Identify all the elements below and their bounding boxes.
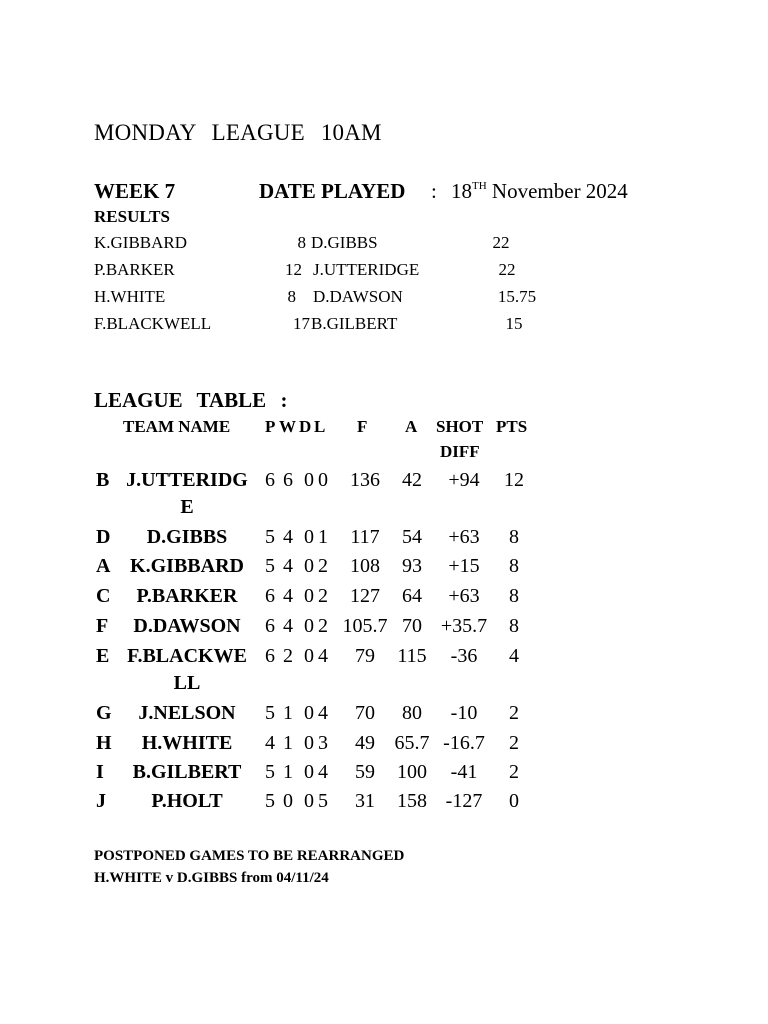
header-w: W <box>279 417 296 436</box>
cell-l: 4 <box>318 645 328 667</box>
team-name-continued: E <box>180 496 194 518</box>
cell-d: 0 <box>304 585 314 607</box>
header-shot: SHOT <box>436 417 484 436</box>
cell-pts: 8 <box>509 585 519 607</box>
result-player1: H.WHITE <box>94 287 166 306</box>
cell-diff: +15 <box>448 555 480 577</box>
cell-p: 6 <box>265 469 275 491</box>
cell-pts: 8 <box>509 526 519 548</box>
cell-f: 59 <box>355 761 375 783</box>
cell-diff: -10 <box>450 702 478 724</box>
header-p: P <box>265 417 276 436</box>
cell-pts: 8 <box>509 615 519 637</box>
cell-f: 136 <box>350 469 380 491</box>
result-score1: 12 <box>285 260 302 279</box>
cell-l: 2 <box>318 615 328 637</box>
cell-w: 4 <box>283 585 293 607</box>
cell-pts: 2 <box>509 732 519 754</box>
cell-f: 105.7 <box>342 615 388 637</box>
cell-l: 2 <box>318 555 328 577</box>
cell-diff: -36 <box>450 645 478 667</box>
cell-l: 3 <box>318 732 328 754</box>
team-position: G <box>96 702 112 724</box>
team-position: B <box>96 469 110 491</box>
cell-p: 5 <box>265 702 275 724</box>
date-day: 18 <box>451 179 472 203</box>
result-score1: 8 <box>287 287 296 306</box>
cell-f: 79 <box>355 645 375 667</box>
team-name: J.NELSON <box>138 702 236 724</box>
cell-d: 0 <box>304 761 314 783</box>
team-name-continued: LL <box>173 672 201 694</box>
header-pts: PTS <box>496 417 528 436</box>
team-name: J.UTTERIDG <box>126 469 248 491</box>
team-position: J <box>96 790 106 812</box>
cell-diff: -127 <box>445 790 483 812</box>
cell-w: 4 <box>283 555 293 577</box>
cell-a: 70 <box>402 615 422 637</box>
date-suffix: TH <box>472 180 487 192</box>
cell-p: 6 <box>265 615 275 637</box>
team-name: D.GIBBS <box>146 526 228 548</box>
cell-diff: -16.7 <box>443 732 485 754</box>
cell-a: 93 <box>402 555 422 577</box>
cell-pts: 8 <box>509 555 519 577</box>
header-d: D <box>299 417 312 436</box>
cell-w: 1 <box>283 732 293 754</box>
team-name: P.BARKER <box>136 585 238 607</box>
header-diff: DIFF <box>440 442 480 461</box>
result-score2: 15.75 <box>497 287 537 306</box>
result-score2: 15 <box>505 314 523 333</box>
team-name: K.GIBBARD <box>130 555 244 577</box>
postponed-game: H.WHITE v D.GIBBS from 04/11/24 <box>94 870 329 886</box>
page-title: MONDAY LEAGUE 10AM <box>94 120 382 145</box>
cell-d: 0 <box>304 555 314 577</box>
team-position: F <box>96 615 109 637</box>
cell-d: 0 <box>304 790 314 812</box>
postponed-heading: POSTPONED GAMES TO BE REARRANGED <box>94 848 405 864</box>
cell-w: 0 <box>283 790 293 812</box>
cell-l: 4 <box>318 702 328 724</box>
cell-pts: 0 <box>509 790 519 812</box>
cell-p: 6 <box>265 645 275 667</box>
cell-a: 115 <box>397 645 427 667</box>
team-name: P.HOLT <box>151 790 223 812</box>
cell-a: 54 <box>402 526 422 548</box>
cell-w: 6 <box>283 469 293 491</box>
cell-diff: -41 <box>450 761 478 783</box>
cell-pts: 4 <box>509 645 519 667</box>
result-player1: F.BLACKWELL <box>94 314 212 333</box>
cell-p: 4 <box>265 732 275 754</box>
date-played-value <box>451 179 628 204</box>
cell-w: 1 <box>283 761 293 783</box>
header-a: A <box>405 417 418 436</box>
cell-pts: 2 <box>509 761 519 783</box>
result-score1: 17 <box>293 314 310 333</box>
result-player2: D.GIBBS <box>311 233 378 252</box>
result-player2: J.UTTERIDGE <box>313 260 420 279</box>
result-score1: 8 <box>297 233 306 252</box>
team-name: B.GILBERT <box>132 761 242 783</box>
result-player1: K.GIBBARD <box>94 233 188 252</box>
cell-a: 100 <box>397 761 427 783</box>
team-position: H <box>96 732 112 754</box>
cell-l: 4 <box>318 761 328 783</box>
cell-pts: 12 <box>504 469 524 491</box>
week-label: WEEK 7 <box>94 179 176 203</box>
header-f: F <box>357 417 368 436</box>
cell-l: 1 <box>318 526 328 548</box>
cell-d: 0 <box>304 469 314 491</box>
cell-d: 0 <box>304 702 314 724</box>
team-name: F.BLACKWE <box>127 645 247 667</box>
cell-l: 2 <box>318 585 328 607</box>
cell-diff: +94 <box>448 469 480 491</box>
result-score2: 22 <box>492 233 510 252</box>
team-position: D <box>96 526 111 548</box>
cell-w: 1 <box>283 702 293 724</box>
cell-a: 64 <box>402 585 422 607</box>
team-position: E <box>96 645 110 667</box>
date-colon: : <box>431 179 437 203</box>
cell-f: 70 <box>355 702 375 724</box>
cell-p: 5 <box>265 790 275 812</box>
cell-w: 2 <box>283 645 293 667</box>
team-name: D.DAWSON <box>133 615 241 637</box>
date-rest: November 2024 <box>486 179 628 203</box>
cell-a: 42 <box>402 469 422 491</box>
cell-l: 5 <box>318 790 328 812</box>
cell-f: 117 <box>350 526 380 548</box>
cell-d: 0 <box>304 615 314 637</box>
result-player1: P.BARKER <box>94 260 175 279</box>
cell-d: 0 <box>304 526 314 548</box>
team-name: H.WHITE <box>141 732 233 754</box>
cell-f: 49 <box>355 732 375 754</box>
team-position: I <box>96 761 104 783</box>
result-player2: B.GILBERT <box>311 314 398 333</box>
league-table-heading: LEAGUE TABLE : <box>94 388 288 412</box>
result-player2: D.DAWSON <box>313 287 403 306</box>
results-heading: RESULTS <box>94 207 170 226</box>
date-played-label: DATE PLAYED <box>259 179 406 203</box>
cell-diff: +63 <box>448 526 480 548</box>
cell-a: 158 <box>397 790 427 812</box>
cell-f: 127 <box>350 585 380 607</box>
cell-w: 4 <box>283 526 293 548</box>
header-team-name: TEAM NAME <box>123 417 231 436</box>
cell-pts: 2 <box>509 702 519 724</box>
cell-d: 0 <box>304 732 314 754</box>
cell-w: 4 <box>283 615 293 637</box>
cell-diff: +63 <box>448 585 480 607</box>
result-score2: 22 <box>498 260 516 279</box>
cell-f: 31 <box>355 790 375 812</box>
team-position: C <box>96 585 111 607</box>
cell-a: 80 <box>402 702 422 724</box>
cell-p: 5 <box>265 526 275 548</box>
team-position: A <box>96 555 111 577</box>
cell-p: 5 <box>265 555 275 577</box>
cell-p: 6 <box>265 585 275 607</box>
cell-a: 65.7 <box>394 732 430 754</box>
cell-diff: +35.7 <box>440 615 488 637</box>
cell-l: 0 <box>318 469 328 491</box>
cell-d: 0 <box>304 645 314 667</box>
cell-f: 108 <box>350 555 380 577</box>
cell-p: 5 <box>265 761 275 783</box>
header-l: L <box>314 417 326 436</box>
